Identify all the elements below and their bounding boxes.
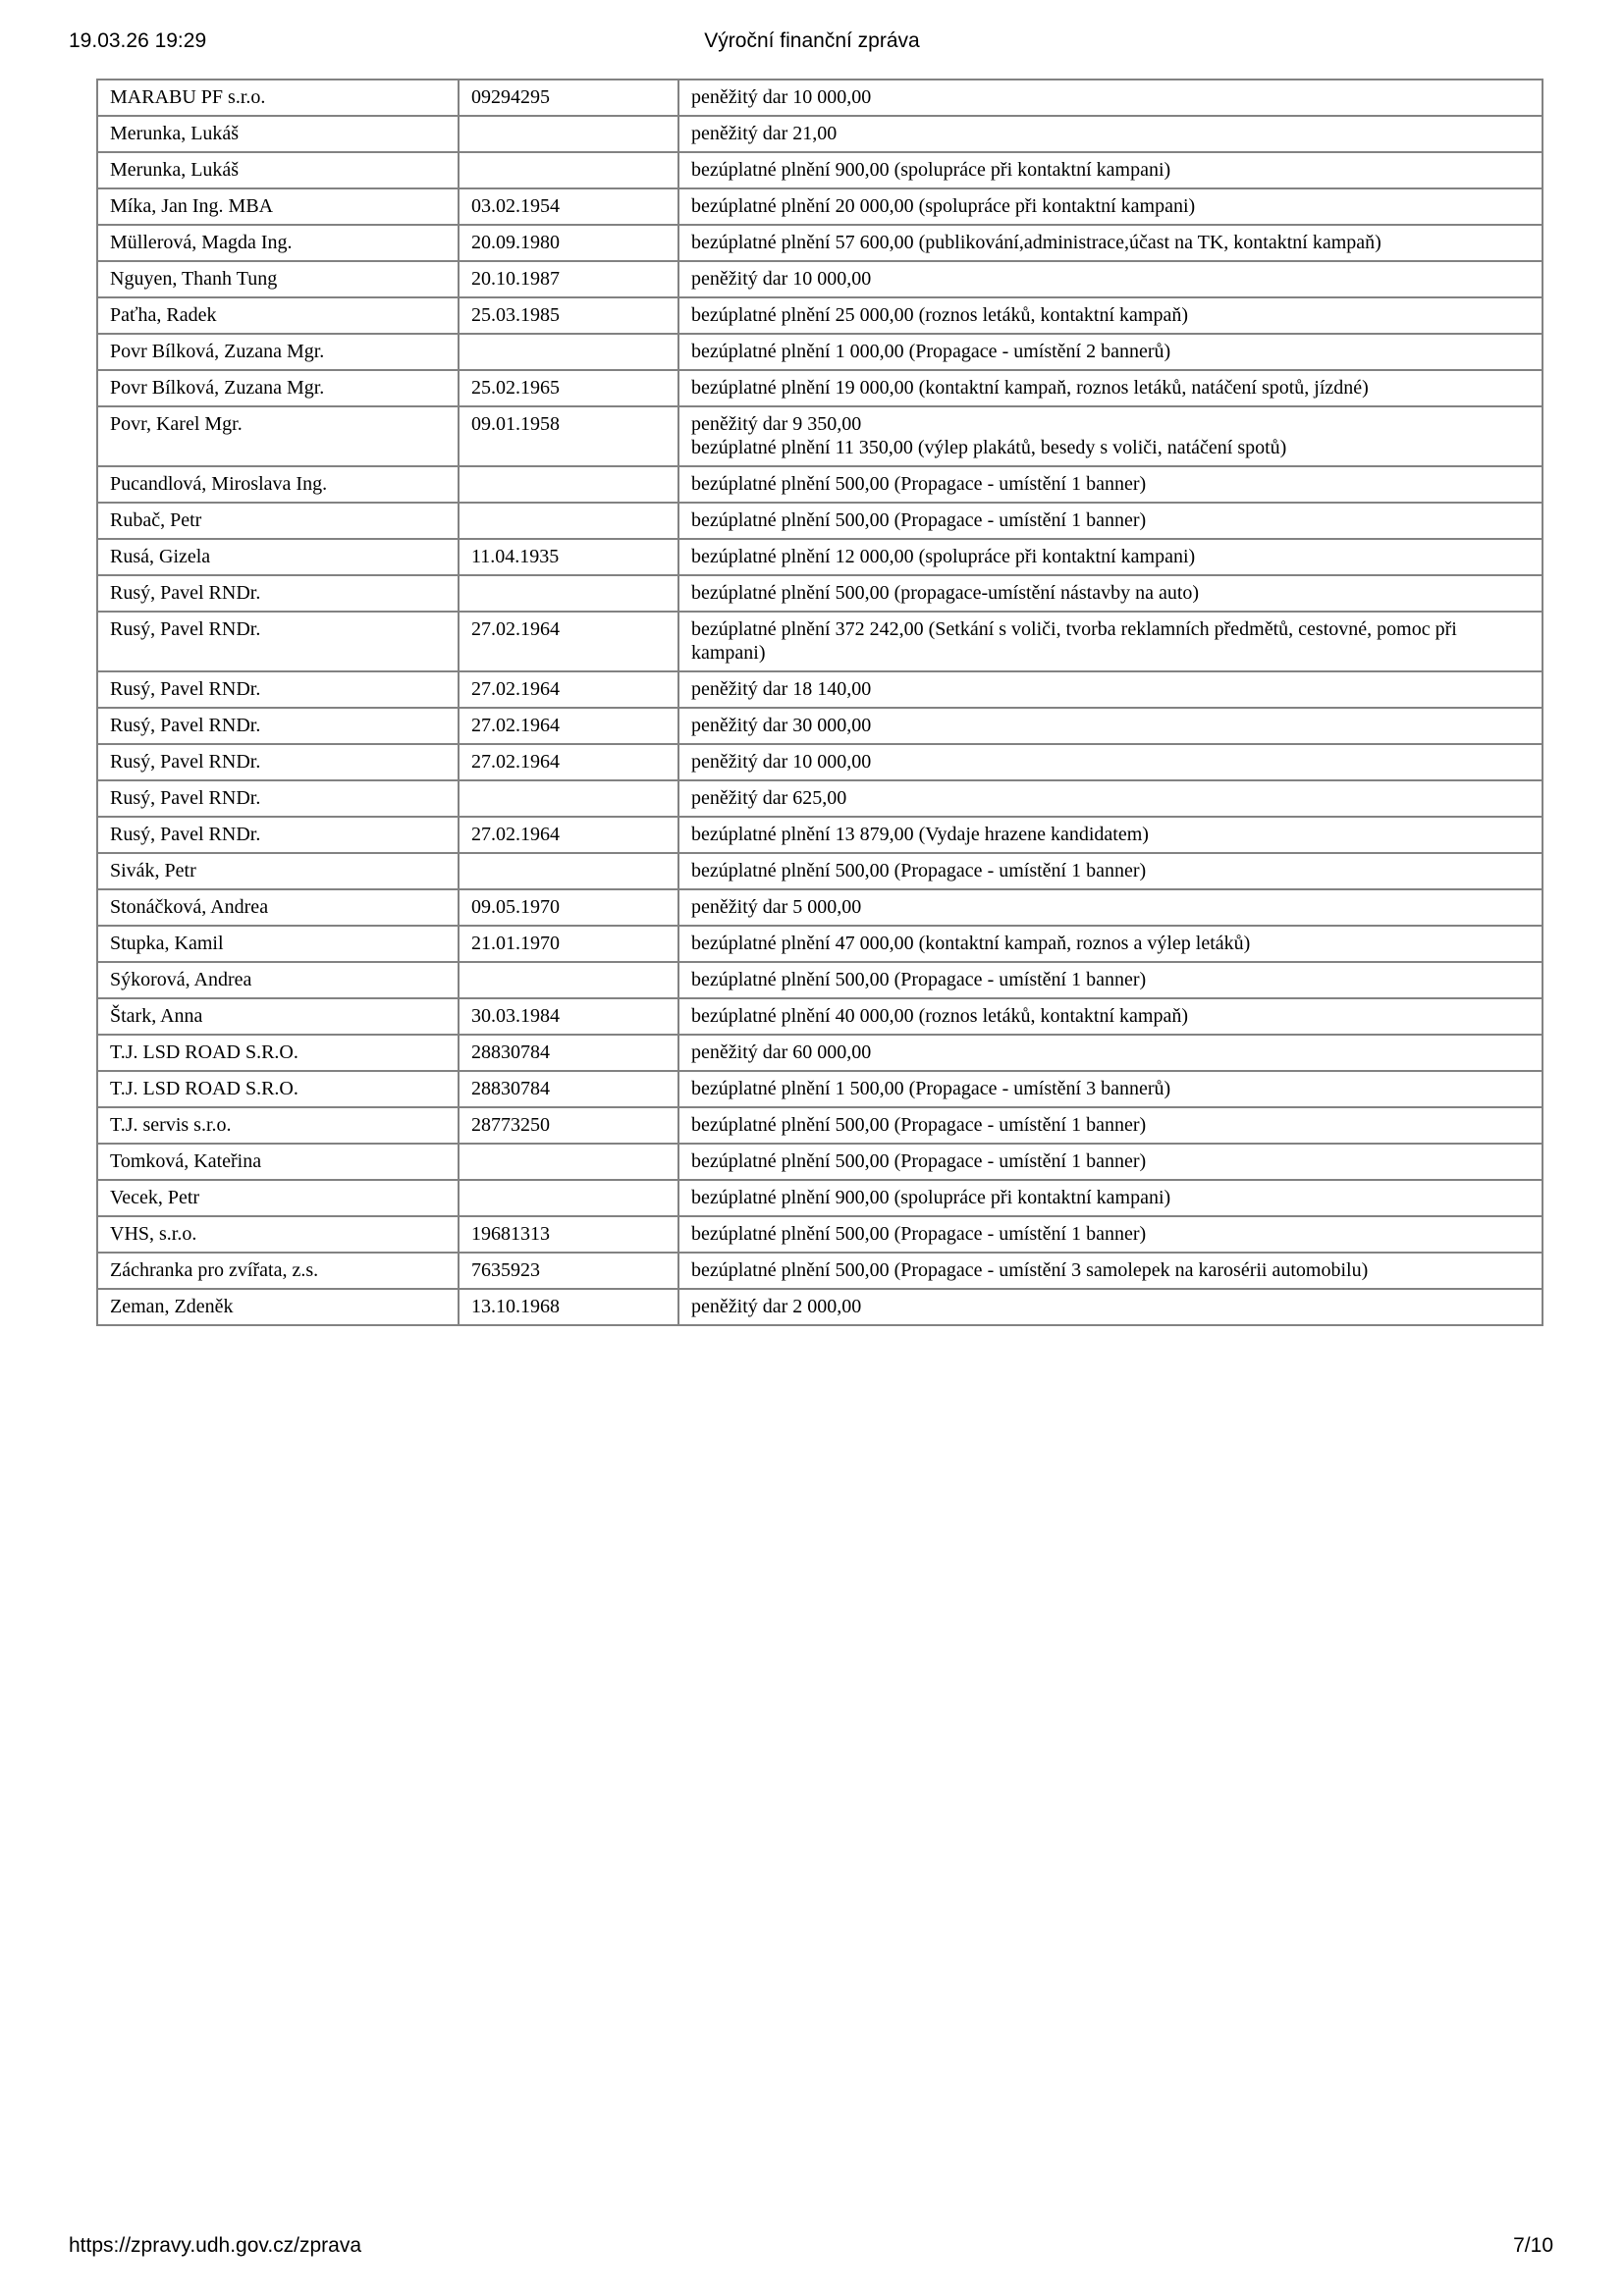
table-row (97, 466, 1543, 503)
donations-table (96, 79, 1543, 1326)
donor-id-cell (459, 334, 678, 370)
donor-id-cell: 25.02.1965 (459, 370, 678, 406)
donations-table-body (97, 80, 1543, 1325)
donation-description-cell: bezúplatné plnění 900,00 (spolupráce při kontaktní kampani) (678, 152, 1543, 188)
donor-name-cell: Rusý, Pavel RNDr. (97, 671, 459, 708)
print-datetime: 19.03.26 19:29 (69, 29, 207, 52)
donor-name-cell: T.J. servis s.r.o. (97, 1107, 459, 1144)
table-row (97, 817, 1543, 853)
table-row (97, 297, 1543, 334)
table-row (97, 1144, 1543, 1180)
donation-description-cell: bezúplatné plnění 500,00 (Propagace - umístění 1 banner) (678, 503, 1543, 539)
donor-name-cell: Vecek, Petr (97, 1180, 459, 1216)
donor-id-cell: 27.02.1964 (459, 744, 678, 780)
donation-description-cell: bezúplatné plnění 500,00 (Propagace - umístění 1 banner) (678, 466, 1543, 503)
donor-name-cell: Sýkorová, Andrea (97, 962, 459, 998)
page-number: 7/10 (1513, 2234, 1553, 2257)
table-row (97, 853, 1543, 889)
donation-description-cell: bezúplatné plnění 500,00 (Propagace - umístění 1 banner) (678, 853, 1543, 889)
donor-name-cell: Míka, Jan Ing. MBA (97, 188, 459, 225)
donor-name-cell: Rusý, Pavel RNDr. (97, 780, 459, 817)
donor-name-cell: Tomková, Kateřina (97, 1144, 459, 1180)
table-row (97, 926, 1543, 962)
donor-id-cell (459, 1180, 678, 1216)
donation-description-cell: bezúplatné plnění 500,00 (propagace-umístění nástavby na auto) (678, 575, 1543, 612)
donation-description-cell: peněžitý dar 5 000,00 (678, 889, 1543, 926)
donor-name-cell: Rusý, Pavel RNDr. (97, 817, 459, 853)
donor-name-cell: Rusý, Pavel RNDr. (97, 612, 459, 671)
donor-name-cell: Povr, Karel Mgr. (97, 406, 459, 466)
donor-id-cell: 11.04.1935 (459, 539, 678, 575)
donation-description-cell: bezúplatné plnění 13 879,00 (Vydaje hrazene kandidatem) (678, 817, 1543, 853)
donation-description-cell: bezúplatné plnění 57 600,00 (publikování,administrace,účast na TK, kontaktní kampaň) (678, 225, 1543, 261)
donor-name-cell: T.J. LSD ROAD S.R.O. (97, 1035, 459, 1071)
donor-name-cell: Rusý, Pavel RNDr. (97, 708, 459, 744)
donor-name-cell: Müllerová, Magda Ing. (97, 225, 459, 261)
donation-description-cell: bezúplatné plnění 900,00 (spolupráce při kontaktní kampani) (678, 1180, 1543, 1216)
donor-id-cell: 21.01.1970 (459, 926, 678, 962)
donation-description-cell: peněžitý dar 21,00 (678, 116, 1543, 152)
donor-name-cell: Sivák, Petr (97, 853, 459, 889)
donation-description-cell: bezúplatné plnění 372 242,00 (Setkání s voliči, tvorba reklamních předmětů, cestovné, pomoc při kampani) (678, 612, 1543, 671)
donor-id-cell: 13.10.1968 (459, 1289, 678, 1325)
donor-name-cell: Rusá, Gizela (97, 539, 459, 575)
donor-name-cell: Povr Bílková, Zuzana Mgr. (97, 370, 459, 406)
table-row (97, 261, 1543, 297)
table-row (97, 671, 1543, 708)
donor-id-cell: 09.01.1958 (459, 406, 678, 466)
table-row (97, 780, 1543, 817)
donor-id-cell: 7635923 (459, 1253, 678, 1289)
donor-id-cell: 27.02.1964 (459, 612, 678, 671)
donor-id-cell: 20.09.1980 (459, 225, 678, 261)
donor-id-cell: 28773250 (459, 1107, 678, 1144)
table-row (97, 334, 1543, 370)
donation-description-cell: bezúplatné plnění 12 000,00 (spolupráce při kontaktní kampani) (678, 539, 1543, 575)
table-row (97, 406, 1543, 466)
donor-id-cell: 20.10.1987 (459, 261, 678, 297)
donor-name-cell: Merunka, Lukáš (97, 152, 459, 188)
table-row (97, 998, 1543, 1035)
donor-id-cell: 30.03.1984 (459, 998, 678, 1035)
donor-id-cell (459, 962, 678, 998)
table-row (97, 80, 1543, 116)
donor-id-cell (459, 116, 678, 152)
donation-description-cell: bezúplatné plnění 500,00 (Propagace - umístění 1 banner) (678, 1216, 1543, 1253)
donation-description-cell: bezúplatné plnění 20 000,00 (spolupráce při kontaktní kampani) (678, 188, 1543, 225)
donor-name-cell: MARABU PF s.r.o. (97, 80, 459, 116)
table-row (97, 370, 1543, 406)
table-row (97, 889, 1543, 926)
table-row (97, 708, 1543, 744)
donor-name-cell: Povr Bílková, Zuzana Mgr. (97, 334, 459, 370)
donor-name-cell: Pucandlová, Miroslava Ing. (97, 466, 459, 503)
donor-id-cell: 27.02.1964 (459, 708, 678, 744)
donor-name-cell: Záchranka pro zvířata, z.s. (97, 1253, 459, 1289)
donor-id-cell (459, 466, 678, 503)
donation-description-cell: peněžitý dar 2 000,00 (678, 1289, 1543, 1325)
table-row (97, 225, 1543, 261)
donor-id-cell: 28830784 (459, 1035, 678, 1071)
donation-description-cell: peněžitý dar 10 000,00 (678, 744, 1543, 780)
table-row (97, 116, 1543, 152)
table-row (97, 1289, 1543, 1325)
table-row (97, 503, 1543, 539)
donor-name-cell: Paťha, Radek (97, 297, 459, 334)
table-row (97, 575, 1543, 612)
table-row (97, 1216, 1543, 1253)
table-row (97, 744, 1543, 780)
donor-name-cell: VHS, s.r.o. (97, 1216, 459, 1253)
donor-name-cell: Zeman, Zdeněk (97, 1289, 459, 1325)
donor-id-cell: 27.02.1964 (459, 817, 678, 853)
donor-id-cell (459, 152, 678, 188)
donation-description-cell: bezúplatné plnění 19 000,00 (kontaktní kampaň, roznos letáků, natáčení spotů, jízdné) (678, 370, 1543, 406)
page-title: Výroční finanční zpráva (704, 29, 920, 52)
donor-name-cell: Rusý, Pavel RNDr. (97, 575, 459, 612)
donor-name-cell: Štark, Anna (97, 998, 459, 1035)
table-row (97, 188, 1543, 225)
donor-name-cell: Rusý, Pavel RNDr. (97, 744, 459, 780)
table-row (97, 1180, 1543, 1216)
donation-description-cell: bezúplatné plnění 500,00 (Propagace - umístění 1 banner) (678, 962, 1543, 998)
donor-id-cell: 27.02.1964 (459, 671, 678, 708)
donation-description-cell: bezúplatné plnění 47 000,00 (kontaktní kampaň, roznos a výlep letáků) (678, 926, 1543, 962)
table-row (97, 612, 1543, 671)
donation-description-cell: bezúplatné plnění 500,00 (Propagace - umístění 3 samolepek na karosérii automobilu) (678, 1253, 1543, 1289)
donation-description-cell: bezúplatné plnění 500,00 (Propagace - umístění 1 banner) (678, 1144, 1543, 1180)
table-row (97, 1107, 1543, 1144)
donation-description-cell: peněžitý dar 60 000,00 (678, 1035, 1543, 1071)
table-row (97, 1253, 1543, 1289)
table-row (97, 1071, 1543, 1107)
donor-id-cell (459, 503, 678, 539)
donor-name-cell: Stonáčková, Andrea (97, 889, 459, 926)
donor-id-cell (459, 1144, 678, 1180)
donation-description-cell: bezúplatné plnění 500,00 (Propagace - umístění 1 banner) (678, 1107, 1543, 1144)
source-url: https://zpravy.udh.gov.cz/zprava (69, 2234, 362, 2257)
donor-id-cell (459, 853, 678, 889)
donation-description-cell: peněžitý dar 9 350,00 bezúplatné plnění 11 350,00 (výlep plakátů, besedy s voliči, natáčení spotů) (678, 406, 1543, 466)
table-row (97, 539, 1543, 575)
donor-id-cell (459, 780, 678, 817)
donation-description-cell: peněžitý dar 18 140,00 (678, 671, 1543, 708)
donor-id-cell: 03.02.1954 (459, 188, 678, 225)
donation-description-cell: bezúplatné plnění 25 000,00 (roznos letáků, kontaktní kampaň) (678, 297, 1543, 334)
donor-id-cell: 28830784 (459, 1071, 678, 1107)
donor-name-cell: Stupka, Kamil (97, 926, 459, 962)
donation-description-cell: peněžitý dar 10 000,00 (678, 80, 1543, 116)
donation-description-cell: bezúplatné plnění 40 000,00 (roznos letáků, kontaktní kampaň) (678, 998, 1543, 1035)
table-row (97, 152, 1543, 188)
table-row (97, 962, 1543, 998)
donation-description-cell: peněžitý dar 10 000,00 (678, 261, 1543, 297)
donation-description-cell: peněžitý dar 625,00 (678, 780, 1543, 817)
donation-description-cell: bezúplatné plnění 1 500,00 (Propagace - umístění 3 bannerů) (678, 1071, 1543, 1107)
donor-id-cell: 09.05.1970 (459, 889, 678, 926)
donor-name-cell: Rubač, Petr (97, 503, 459, 539)
donation-description-cell: bezúplatné plnění 1 000,00 (Propagace - umístění 2 bannerů) (678, 334, 1543, 370)
donor-name-cell: T.J. LSD ROAD S.R.O. (97, 1071, 459, 1107)
donor-id-cell (459, 575, 678, 612)
donor-id-cell: 19681313 (459, 1216, 678, 1253)
donation-description-cell: peněžitý dar 30 000,00 (678, 708, 1543, 744)
donor-id-cell: 09294295 (459, 80, 678, 116)
donor-id-cell: 25.03.1985 (459, 297, 678, 334)
donor-name-cell: Nguyen, Thanh Tung (97, 261, 459, 297)
donor-name-cell: Merunka, Lukáš (97, 116, 459, 152)
table-row (97, 1035, 1543, 1071)
